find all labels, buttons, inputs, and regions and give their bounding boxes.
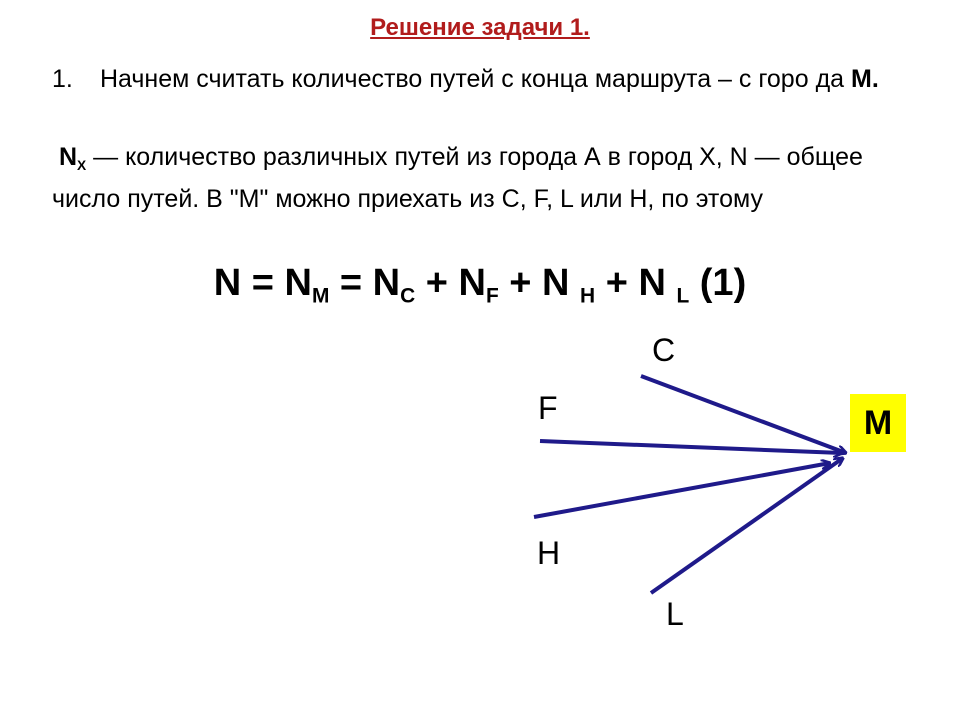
formula-part-3: + N	[415, 262, 486, 304]
formula-part-5: + N	[595, 262, 677, 304]
formula-part-4: + N	[498, 262, 581, 304]
formula-sub-f: F	[485, 284, 499, 308]
formula-sub-m: M	[311, 284, 330, 308]
arrow-h-to-m	[534, 463, 830, 517]
nx-letter: N	[58, 143, 78, 171]
formula-part-2: = N	[329, 262, 401, 304]
city-c-label: C	[652, 332, 676, 368]
arrow-f-to-m	[540, 441, 842, 453]
formula-sub-l: L	[676, 284, 690, 308]
formula-part-6: (1)	[689, 262, 747, 304]
definition-text: — количество различных путей из города А в город Х, N — общее число путей. В "М" можно приехать из С, F, L или H, по этому	[52, 143, 863, 213]
city-l-label: L	[666, 596, 684, 632]
step-1-text-bold: М.	[851, 65, 879, 93]
formula-sub-h: H	[580, 284, 596, 308]
step-1-text-main: Начнем считать количество путей с конца маршрута – с горо да	[100, 65, 852, 93]
city-f-label: F	[538, 390, 558, 426]
slide-title: Решение задачи 1.	[370, 14, 590, 41]
nx-subscript: X	[77, 157, 87, 173]
list-number: 1.	[52, 65, 73, 93]
city-h-label: H	[537, 535, 561, 571]
city-m-box: М	[850, 394, 906, 452]
formula-sub-c: C	[400, 284, 416, 308]
formula-part-1: N = N	[213, 262, 312, 304]
arrow-c-to-m	[641, 376, 846, 453]
